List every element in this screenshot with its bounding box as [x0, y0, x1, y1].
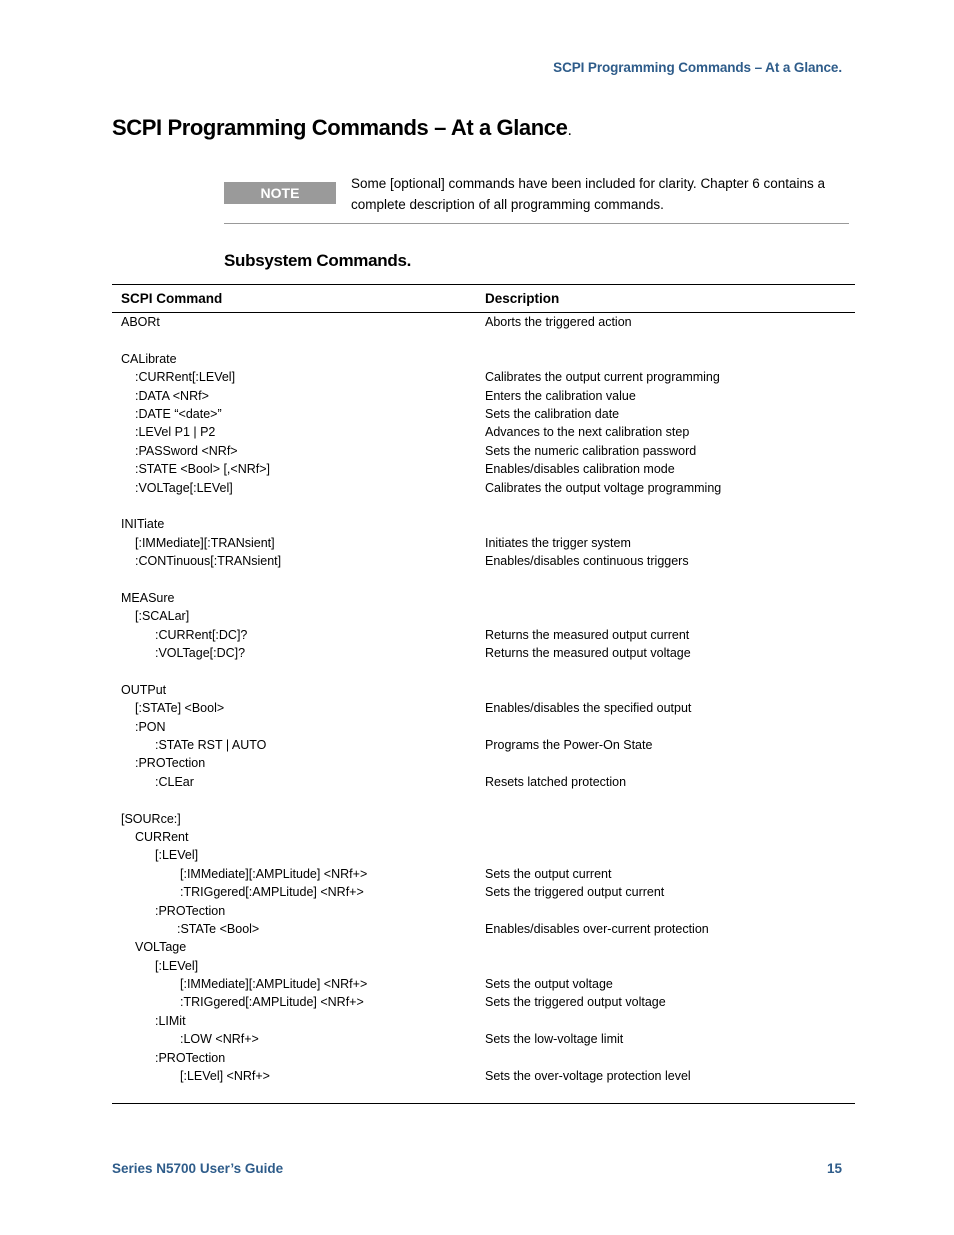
command-cell: :PROTection [135, 756, 206, 771]
table-row [0, 1012, 954, 1030]
table-row [0, 773, 954, 791]
description-cell: Calibrates the output current programming [485, 370, 720, 385]
table-row [0, 920, 954, 938]
table-row [0, 699, 954, 717]
table-row [0, 810, 954, 828]
command-cell: :STATE <Bool> [,<NRf>] [135, 462, 271, 477]
section-heading: Subsystem Commands. [224, 251, 412, 270]
table-row [0, 405, 954, 423]
table-row [0, 570, 954, 588]
table-row [0, 479, 954, 497]
page-title-text: SCPI Programming Commands – At a Glance [112, 115, 568, 140]
description-cell: Returns the measured output voltage [485, 646, 691, 661]
description-cell: Sets the calibration date [485, 406, 620, 421]
command-cell: CALibrate [121, 351, 177, 366]
command-cell: :CURRent[:DC]? [155, 627, 248, 642]
command-cell: :STATe <Bool> [177, 921, 260, 936]
description-cell: Enters the calibration value [485, 388, 636, 403]
command-cell: :LEVel P1 | P2 [135, 425, 216, 440]
table-row [0, 662, 954, 680]
table-row [0, 387, 954, 405]
running-header: SCPI Programming Commands – At a Glance. [553, 60, 842, 75]
description-cell: Enables/disables continuous triggers [485, 554, 689, 569]
table-top-rule [112, 284, 855, 285]
table-row [0, 736, 954, 754]
description-cell: Sets the numeric calibration password [485, 443, 697, 458]
command-cell: CURRent [135, 829, 189, 844]
command-table-body [0, 313, 954, 1085]
description-cell: Sets the output voltage [485, 977, 613, 992]
page-title [112, 115, 572, 141]
table-row [0, 515, 954, 533]
command-cell: :CLEar [155, 774, 194, 789]
table-row [0, 460, 954, 478]
table-row [0, 718, 954, 736]
description-cell: Calibrates the output voltage programming [485, 480, 722, 495]
table-row [0, 1067, 954, 1085]
table-row [0, 1030, 954, 1048]
command-cell: :PROTection [155, 903, 226, 918]
command-cell: [:LEVel] [155, 848, 199, 863]
description-cell: Returns the measured output current [485, 627, 690, 642]
note-badge: NOTE [224, 182, 336, 204]
footer-guide-title: Series N5700 User’s Guide [112, 1161, 284, 1176]
command-cell: VOLTage [135, 940, 187, 955]
column-header-command: SCPI Command [121, 291, 223, 306]
column-header-description: Description [485, 291, 560, 306]
command-cell: :LIMit [155, 1013, 186, 1028]
table-row [0, 883, 954, 901]
command-cell: OUTPut [121, 682, 167, 697]
description-cell: Resets latched protection [485, 774, 627, 789]
table-row [0, 902, 954, 920]
table-row [0, 938, 954, 956]
command-cell: :VOLTage[:LEVel] [135, 480, 233, 495]
table-row [0, 331, 954, 349]
table-row [0, 754, 954, 772]
table-row [0, 313, 954, 331]
note-text: Some [optional] commands have been included for clarity. Chapter 6 contains a complete description of all programming commands. [351, 176, 826, 212]
description-cell: Sets the triggered output voltage [485, 995, 666, 1010]
command-cell: :PON [135, 719, 166, 734]
table-row [0, 607, 954, 625]
table-row [0, 791, 954, 809]
command-cell: :STATe RST | AUTO [155, 737, 267, 752]
command-cell: :PROTection [155, 1050, 226, 1065]
table-row [0, 497, 954, 515]
table-row [0, 350, 954, 368]
description-cell: Sets the triggered output current [485, 885, 665, 900]
table-row [0, 681, 954, 699]
command-cell: :PASSword <NRf> [135, 443, 238, 458]
description-cell: Programs the Power-On State [485, 737, 653, 752]
command-cell: ABORt [121, 315, 160, 329]
description-cell: Advances to the next calibration step [485, 425, 690, 440]
command-cell: :VOLTage[:DC]? [155, 646, 246, 661]
table-row [0, 626, 954, 644]
description-cell: Enables/disables over-current protection [485, 921, 709, 936]
command-cell: [:SCALar] [135, 609, 190, 624]
description-cell: Sets the output current [485, 866, 612, 881]
table-row [0, 552, 954, 570]
description-cell: Enables/disables the specified output [485, 701, 692, 716]
command-cell: MEASure [121, 590, 175, 605]
table-row [0, 1049, 954, 1067]
table-row [0, 368, 954, 386]
command-cell: [:STATe] <Bool> [135, 701, 225, 716]
description-cell: Sets the over-voltage protection level [485, 1069, 691, 1084]
table-row [0, 993, 954, 1011]
description-cell: Enables/disables calibration mode [485, 462, 675, 477]
description-cell: Initiates the trigger system [485, 535, 631, 550]
table-row [0, 442, 954, 460]
command-cell: [SOURce:] [121, 811, 181, 826]
command-cell: :DATE “<date>” [135, 406, 222, 421]
command-cell: :TRIGgered[:AMPLitude] <NRf+> [180, 995, 364, 1010]
command-cell: [:IMMediate][:AMPLitude] <NRf+> [180, 866, 368, 881]
table-row [0, 865, 954, 883]
table-row [0, 846, 954, 864]
table-row [0, 957, 954, 975]
description-cell: Aborts the triggered action [485, 315, 632, 329]
command-cell: [:LEVel] <NRf+> [180, 1069, 270, 1084]
command-cell: :CURRent[:LEVel] [135, 370, 236, 385]
command-cell: :DATA <NRf> [135, 388, 209, 403]
command-cell: [:IMMediate][:AMPLitude] <NRf+> [180, 977, 368, 992]
command-cell: :LOW <NRf+> [180, 1032, 259, 1047]
table-bottom-rule [112, 1103, 855, 1104]
command-cell: :CONTinuous[:TRANsient] [135, 554, 282, 569]
footer-page-number: 15 [826, 1161, 842, 1176]
table-row [0, 975, 954, 993]
description-cell: Sets the low-voltage limit [485, 1032, 624, 1047]
command-cell: [:IMMediate][:TRANsient] [135, 535, 275, 550]
table-row [0, 644, 954, 662]
table-row [0, 423, 954, 441]
table-row [0, 589, 954, 607]
command-cell: [:LEVel] [155, 958, 199, 973]
note-divider [224, 223, 849, 224]
table-row [0, 534, 954, 552]
command-cell: :TRIGgered[:AMPLitude] <NRf+> [180, 885, 364, 900]
command-cell: INITiate [121, 517, 165, 532]
table-row [0, 828, 954, 846]
page-title-suffix: . [567, 122, 572, 139]
